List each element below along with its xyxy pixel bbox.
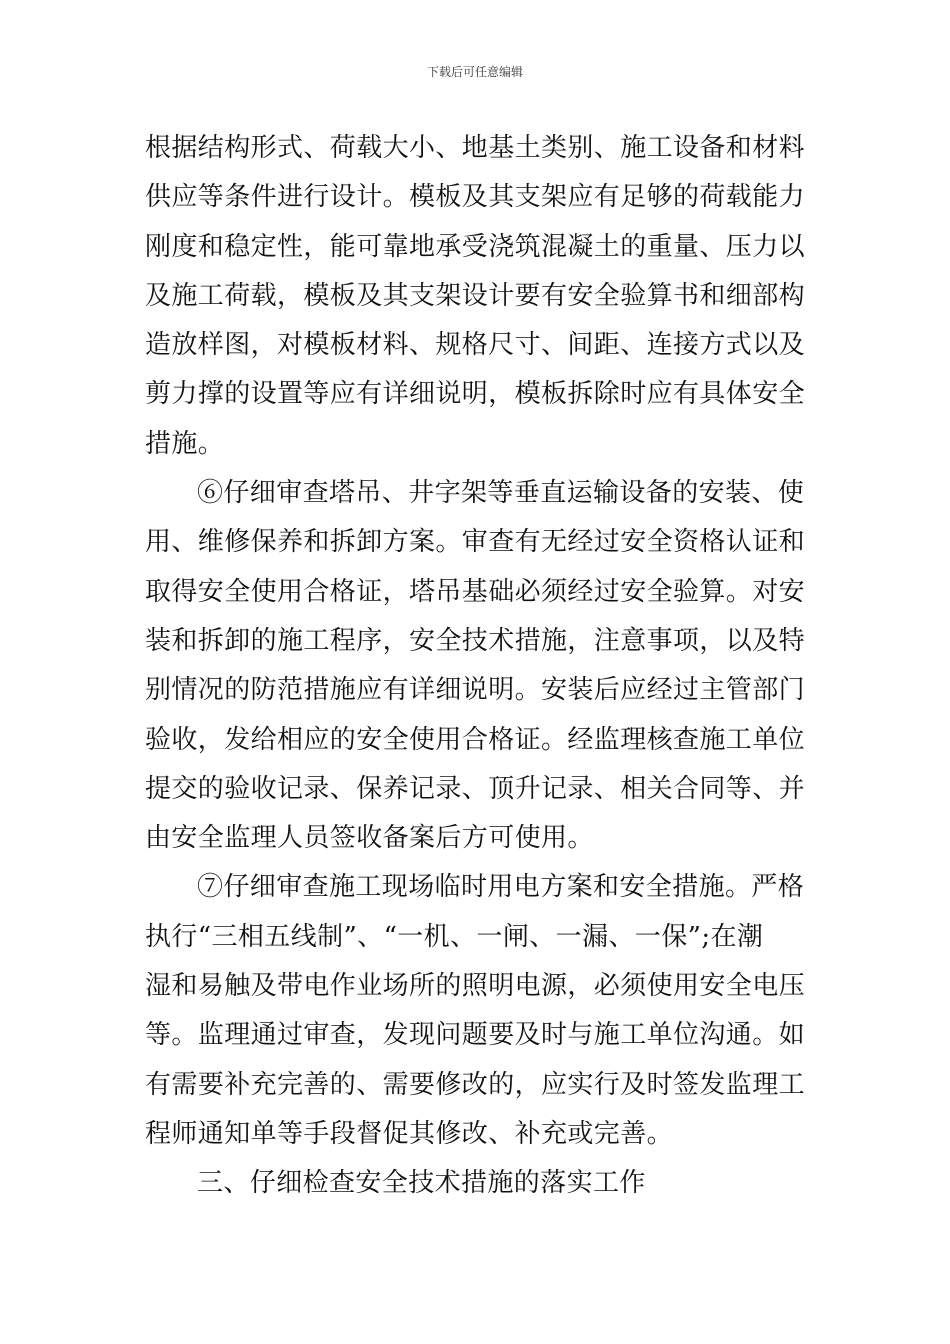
text-line: 造放样图，对模板材料、规格尺寸、间距、连接方式以及 bbox=[145, 330, 806, 361]
text-line: 措施。 bbox=[145, 428, 225, 459]
text-line: 剪力撑的设置等应有详细说明，模板拆除时应有具体安全 bbox=[145, 379, 806, 410]
document-body bbox=[145, 124, 811, 1209]
text-line: 等。监理通过审查，发现问题要及时与施工单位沟通。如 bbox=[145, 1020, 806, 1051]
text-line: 验收，发给相应的安全使用合格证。经监理核查施工单位 bbox=[145, 724, 806, 755]
text-line: 三、仔细检查安全技术措施的落实工作 bbox=[197, 1168, 646, 1199]
paragraph-item-6-tower-crane bbox=[145, 469, 811, 863]
text-line: 装和拆卸的施工程序，安全技术措施，注意事项，以及特 bbox=[145, 625, 806, 656]
text-line: 别情况的防范措施应有详细说明。安装后应经过主管部门 bbox=[145, 675, 806, 706]
text-line: 用、维修保养和拆卸方案。审查有无经过安全资格认证和 bbox=[145, 527, 806, 558]
paragraph-formwork-design bbox=[145, 124, 811, 469]
paragraph-item-7-temporary-power bbox=[145, 863, 811, 1159]
page-header: 下载后可任意编辑 bbox=[426, 65, 523, 79]
text-line: 根据结构形式、荷载大小、地基土类别、施工设备和材料 bbox=[145, 133, 806, 163]
text-line: 及施工荷载，模板及其支架设计要有安全验算书和细部构 bbox=[145, 280, 806, 311]
text-line: ⑥仔细审查塔吊、井字架等垂直运输设备的安装、使 bbox=[197, 478, 805, 509]
text-line: 由安全监理人员签收备案后方可使用。 bbox=[145, 823, 594, 854]
text-line: 供应等条件进行设计。模板及其支架应有足够的荷载能力 bbox=[145, 182, 806, 213]
text-line: 执行“三相五线制”、“一机、一闸、一漏、一保”;在潮 bbox=[145, 921, 764, 952]
text-line: 提交的验收记录、保养记录、顶升记录、相关合同等、并 bbox=[145, 773, 806, 804]
text-line: 有需要补充完善的、需要修改的，应实行及时签发监理工 bbox=[145, 1069, 806, 1100]
text-line: 刚度和稳定性，能可靠地承受浇筑混凝土的重量、压力以 bbox=[145, 231, 806, 262]
text-line: 湿和易触及带电作业场所的照明电源，必须使用安全电压 bbox=[145, 971, 806, 1002]
section-heading-3 bbox=[145, 1159, 811, 1208]
text-line: 程师通知单等手段督促其修改、补充或完善。 bbox=[145, 1118, 674, 1149]
text-line: 取得安全使用合格证，塔吊基础必须经过安全验算。对安 bbox=[145, 576, 806, 607]
text-line: ⑦仔细审查施工现场临时用电方案和安全措施。严格 bbox=[197, 872, 805, 903]
